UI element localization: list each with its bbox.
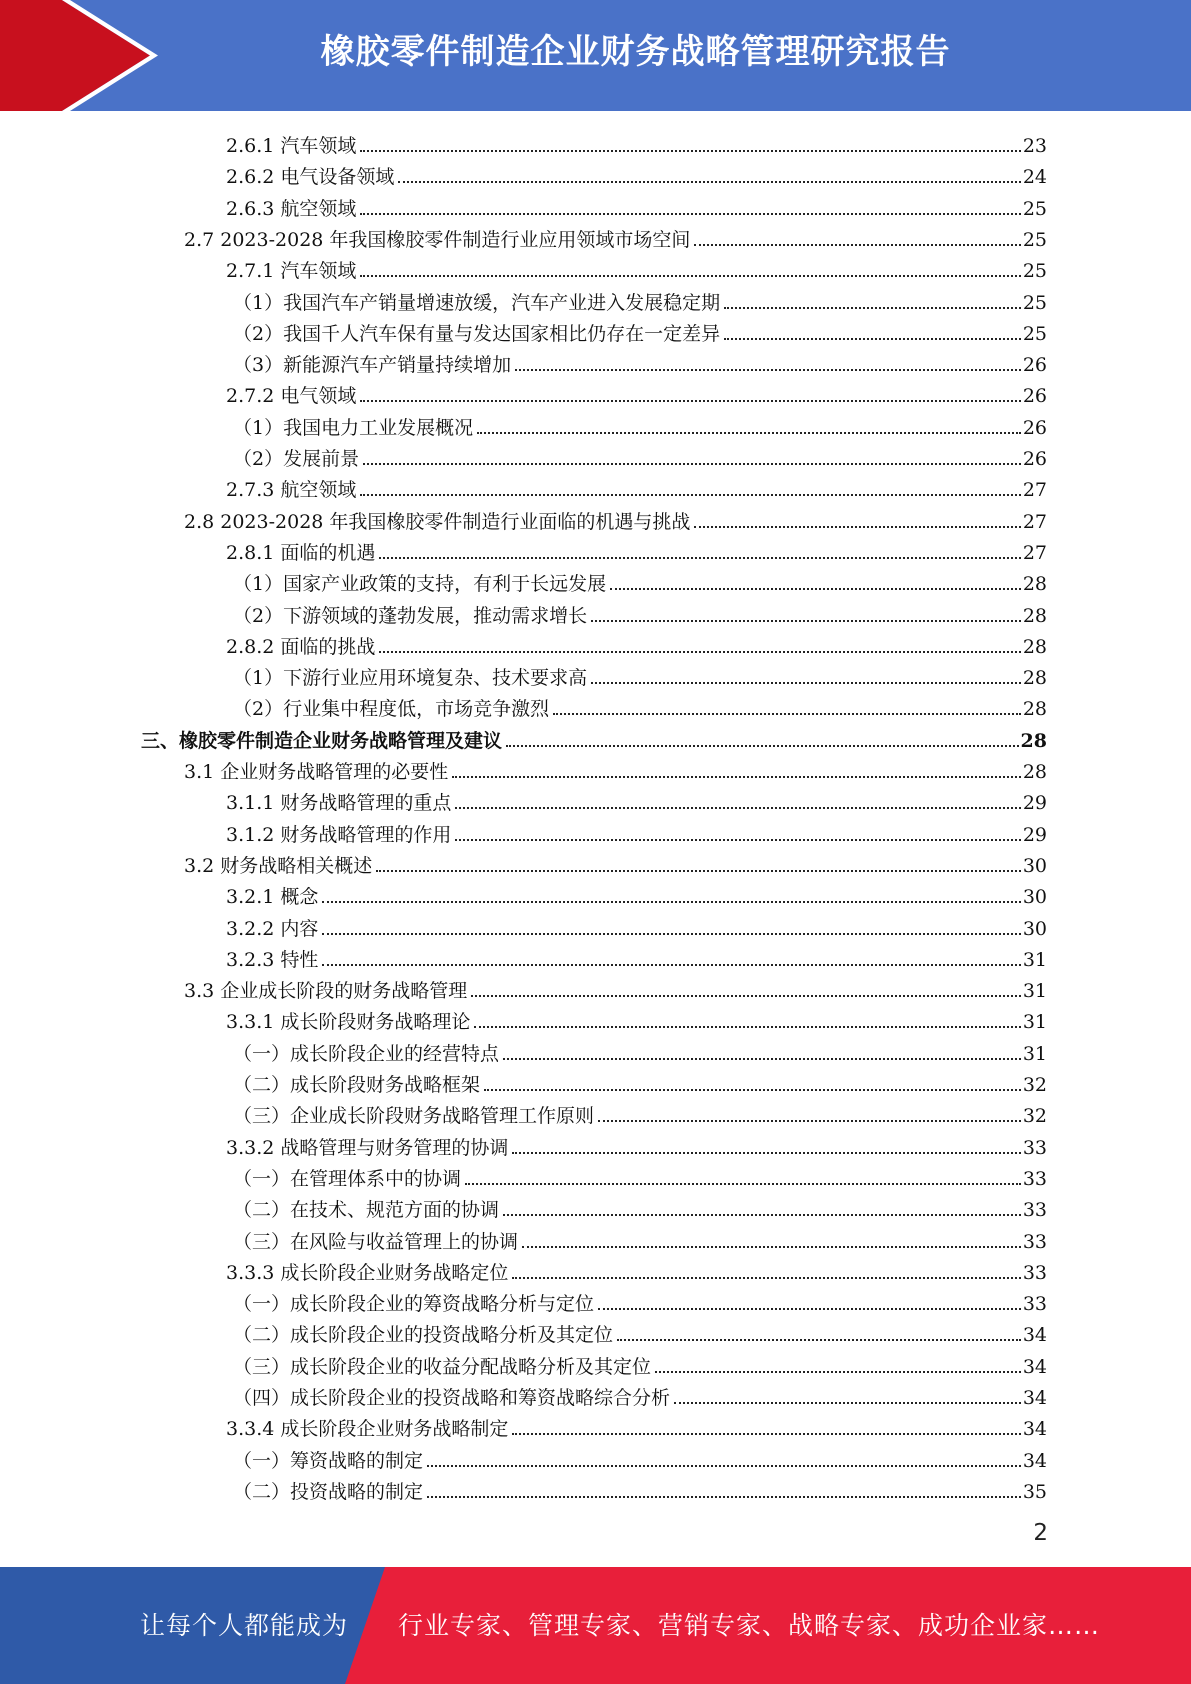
toc-entry-page: 29 xyxy=(1022,823,1047,846)
toc-dot-leader xyxy=(363,463,1021,465)
toc-entry[interactable] xyxy=(226,1254,1047,1285)
toc-entry-page: 28 xyxy=(1022,604,1047,627)
toc-dot-leader xyxy=(477,432,1021,434)
toc-entry-label: 2.7.1 汽车领域 xyxy=(226,260,357,283)
toc-entry-page: 31 xyxy=(1022,980,1047,1003)
toc-entry-label: 3.1 企业财务战略管理的必要性 xyxy=(184,761,449,783)
toc-dot-leader xyxy=(471,995,1021,997)
toc-entry-page: 30 xyxy=(1022,917,1047,940)
toc-entry[interactable] xyxy=(233,1160,1047,1191)
toc-dot-leader xyxy=(553,713,1021,715)
page-header xyxy=(0,0,1191,111)
toc-entry-page: 31 xyxy=(1022,1042,1047,1065)
toc-entry[interactable] xyxy=(233,1316,1047,1347)
toc-entry-label: 3.2.1 概念 xyxy=(226,886,319,909)
toc-dot-leader xyxy=(427,1496,1021,1498)
toc-dot-leader xyxy=(522,1246,1021,1248)
toc-entry-label: 3.3 企业成长阶段的财务战略管理 xyxy=(184,980,468,1003)
toc-entry-page: 31 xyxy=(1022,1011,1047,1034)
toc-entry-page: 34 xyxy=(1022,1387,1047,1409)
toc-entry[interactable] xyxy=(233,1223,1047,1254)
toc-entry-page: 25 xyxy=(1022,228,1047,251)
toc-entry-label: 3.1.2 财务战略管理的作用 xyxy=(226,823,452,846)
toc-entry-label: 2.6.2 电气设备领域 xyxy=(226,166,395,189)
report-title: 橡胶零件制造企业财务战略管理研究报告 xyxy=(320,32,951,72)
toc-entry-page: 32 xyxy=(1022,1074,1047,1096)
toc-entry-label: （1）我国电力工业发展概况 xyxy=(233,416,474,439)
toc-dot-leader xyxy=(591,620,1021,622)
toc-entry-page: 23 xyxy=(1022,135,1047,157)
toc-dot-leader xyxy=(674,1402,1021,1404)
toc-dot-leader xyxy=(322,933,1020,935)
toc-dot-leader xyxy=(465,1183,1021,1185)
toc-dot-leader xyxy=(427,1465,1021,1467)
toc-entry-page: 26 xyxy=(1022,354,1047,377)
toc-entry[interactable] xyxy=(233,284,1047,315)
toc-entry-label: （三）成长阶段企业的收益分配战略分析及其定位 xyxy=(233,1355,652,1378)
toc-entry-page: 25 xyxy=(1022,197,1047,220)
toc-entry-label: （三）在风险与收益管理上的协调 xyxy=(233,1230,519,1253)
toc-entry[interactable] xyxy=(226,252,1047,283)
toc-entry[interactable] xyxy=(226,471,1047,502)
toc-entry[interactable] xyxy=(226,941,1047,972)
toc-entry-page: 26 xyxy=(1022,448,1047,470)
toc-entry-label: 2.7 2023-2028 年我国橡胶零件制造行业应用领域市场空间 xyxy=(184,228,691,251)
toc-entry-label: （一）成长阶段企业的经营特点 xyxy=(233,1042,500,1065)
toc-entry-page: 28 xyxy=(1022,761,1047,783)
toc-entry[interactable] xyxy=(226,1003,1047,1034)
toc-entry[interactable] xyxy=(233,1191,1047,1222)
toc-entry-label: 2.8.2 面临的挑战 xyxy=(226,635,376,658)
toc-entry[interactable] xyxy=(233,1379,1047,1410)
toc-entry-label: 2.7.3 航空领域 xyxy=(226,479,357,502)
toc-entry[interactable] xyxy=(226,816,1047,847)
toc-entry[interactable] xyxy=(233,1066,1047,1097)
toc-dot-leader xyxy=(724,307,1021,309)
toc-entry[interactable] xyxy=(226,534,1047,565)
toc-entry[interactable] xyxy=(233,1348,1047,1379)
page-number: 2 xyxy=(1033,1520,1048,1546)
toc-entry[interactable] xyxy=(233,1035,1047,1066)
toc-entry-page: 33 xyxy=(1022,1167,1047,1190)
toc-entry-label: 3.3.1 成长阶段财务战略理论 xyxy=(226,1011,471,1034)
toc-entry[interactable] xyxy=(184,972,1047,1003)
toc-entry[interactable] xyxy=(184,847,1047,878)
toc-entry[interactable] xyxy=(226,1410,1047,1441)
toc-entry[interactable] xyxy=(233,1442,1047,1473)
toc-entry-page: 25 xyxy=(1022,322,1047,345)
toc-entry-label: 3.1.1 财务战略管理的重点 xyxy=(226,792,452,815)
toc-dot-leader xyxy=(484,1089,1021,1091)
toc-entry[interactable] xyxy=(233,565,1047,596)
toc-entry-page: 34 xyxy=(1022,1449,1047,1472)
toc-entry-page: 32 xyxy=(1022,1105,1047,1128)
toc-entry-page: 27 xyxy=(1022,510,1047,533)
toc-entry-page: 29 xyxy=(1022,792,1047,815)
toc-dot-leader xyxy=(506,745,1019,747)
toc-dot-leader xyxy=(598,1120,1021,1122)
toc-entry-label: （二）成长阶段企业的投资战略分析及其定位 xyxy=(233,1324,614,1347)
toc-entry-label: 3.2.3 特性 xyxy=(226,948,319,971)
toc-dot-leader xyxy=(724,338,1021,340)
toc-dot-leader xyxy=(591,682,1021,684)
toc-entry[interactable] xyxy=(226,784,1047,815)
toc-dot-leader xyxy=(360,275,1020,277)
toc-dot-leader xyxy=(376,870,1021,872)
toc-entry[interactable] xyxy=(233,346,1047,377)
toc-entry-page: 27 xyxy=(1022,541,1047,564)
toc-entry-page: 28 xyxy=(1022,635,1047,658)
toc-entry[interactable] xyxy=(226,628,1047,659)
toc-entry-label: （2）行业集中程度低，市场竞争激烈 xyxy=(233,698,550,721)
toc-dot-leader xyxy=(512,1433,1020,1435)
toc-dot-leader xyxy=(360,150,1020,152)
toc-entry[interactable] xyxy=(226,127,1047,158)
toc-entry-label: （三）企业成长阶段财务战略管理工作原则 xyxy=(233,1105,595,1128)
toc-dot-leader xyxy=(512,1152,1020,1154)
toc-entry-label: （2）我国千人汽车保有量与发达国家相比仍存在一定差异 xyxy=(233,322,721,345)
toc-entry-label: （1）我国汽车产销量增速放缓，汽车产业进入发展稳定期 xyxy=(233,291,721,314)
toc-entry[interactable] xyxy=(226,878,1047,909)
toc-entry[interactable] xyxy=(226,910,1047,941)
toc-entry[interactable] xyxy=(233,315,1047,346)
toc-entry-page: 30 xyxy=(1022,886,1047,909)
page-footer xyxy=(0,1567,1191,1684)
toc-dot-leader xyxy=(512,1277,1020,1279)
chevron-arrow-icon xyxy=(0,0,160,111)
toc-dot-leader xyxy=(598,1308,1021,1310)
toc-entry-label: 2.6.3 航空领域 xyxy=(226,197,357,220)
toc-entry-page: 26 xyxy=(1022,416,1047,439)
toc-entry-label: （2）发展前景 xyxy=(233,448,360,470)
toc-entry-page: 28 xyxy=(1020,729,1047,752)
toc-entry[interactable] xyxy=(233,1097,1047,1128)
toc-entry-page: 28 xyxy=(1022,573,1047,596)
footer-slogan-right: 行业专家、管理专家、营销专家、战略专家、成功企业家…… xyxy=(398,1611,1101,1640)
toc-entry[interactable] xyxy=(233,597,1047,628)
toc-dot-leader xyxy=(322,901,1020,903)
toc-dot-leader xyxy=(360,494,1020,496)
toc-entry[interactable] xyxy=(184,221,1047,252)
toc-entry-page: 30 xyxy=(1022,854,1047,877)
toc-entry-page: 24 xyxy=(1022,166,1047,189)
toc-entry-label: （二）在技术、规范方面的协调 xyxy=(233,1199,500,1222)
toc-entry[interactable] xyxy=(233,1285,1047,1316)
toc-entry-page: 33 xyxy=(1022,1261,1047,1284)
footer-slogan-left: 让每个人都能成为 xyxy=(140,1611,349,1640)
toc-dot-leader xyxy=(610,588,1021,590)
toc-entry-label: 2.8.1 面临的机遇 xyxy=(226,541,376,564)
toc-entry[interactable] xyxy=(141,722,1047,753)
toc-entry[interactable] xyxy=(233,409,1047,440)
toc-entry-label: 3.3.2 战略管理与财务管理的协调 xyxy=(226,1136,509,1159)
toc-entry[interactable] xyxy=(233,659,1047,690)
toc-dot-leader xyxy=(694,244,1020,246)
toc-entry-page: 28 xyxy=(1022,667,1047,690)
toc-dot-leader xyxy=(617,1339,1021,1341)
toc-entry[interactable] xyxy=(226,190,1047,221)
toc-entry-page: 33 xyxy=(1022,1199,1047,1222)
toc-entry-label: 3.2 财务战略相关概述 xyxy=(184,854,373,877)
toc-entry-label: （3）新能源汽车产销量持续增加 xyxy=(233,354,512,377)
toc-dot-leader xyxy=(322,964,1020,966)
toc-entry-page: 25 xyxy=(1022,260,1047,283)
toc-entry-label: 三、橡胶零件制造企业财务战略管理及建议 xyxy=(141,729,503,752)
toc-entry[interactable] xyxy=(226,158,1047,189)
toc-entry-page: 35 xyxy=(1022,1480,1047,1503)
toc-dot-leader xyxy=(503,1058,1021,1060)
toc-dot-leader xyxy=(515,369,1021,371)
toc-entry-page: 27 xyxy=(1022,479,1047,502)
toc-entry[interactable] xyxy=(233,690,1047,721)
toc-entry[interactable] xyxy=(226,1129,1047,1160)
toc-entry-label: （一）在管理体系中的协调 xyxy=(233,1167,462,1190)
toc-entry-label: （二）成长阶段财务战略框架 xyxy=(233,1074,481,1096)
toc-entry-page: 33 xyxy=(1022,1293,1047,1316)
toc-entry-page: 33 xyxy=(1022,1230,1047,1253)
toc-entry-label: （1）下游行业应用环境复杂、技术要求高 xyxy=(233,667,588,690)
toc-entry-page: 34 xyxy=(1022,1418,1047,1441)
toc-entry-page: 34 xyxy=(1022,1355,1047,1378)
toc-dot-leader xyxy=(398,181,1020,183)
toc-entry-page: 31 xyxy=(1022,948,1047,971)
toc-entry-label: 3.3.4 成长阶段企业财务战略制定 xyxy=(226,1418,509,1441)
toc-entry[interactable] xyxy=(233,440,1047,471)
toc-dot-leader xyxy=(474,1026,1020,1028)
toc-entry-label: （四）成长阶段企业的投资战略和筹资战略综合分析 xyxy=(233,1387,671,1409)
toc-entry-page: 33 xyxy=(1022,1136,1047,1159)
toc-entry-label: 3.3.3 成长阶段企业财务战略定位 xyxy=(226,1261,509,1284)
toc-dot-leader xyxy=(455,839,1020,841)
toc-entry[interactable] xyxy=(184,753,1047,784)
toc-entry-label: （二）投资战略的制定 xyxy=(233,1480,424,1503)
toc-dot-leader xyxy=(455,807,1020,809)
toc-entry-label: （2）下游领域的蓬勃发展，推动需求增长 xyxy=(233,604,588,627)
toc-entry-page: 28 xyxy=(1022,698,1047,721)
toc-entry-page: 26 xyxy=(1022,385,1047,408)
toc-dot-leader xyxy=(503,1214,1021,1216)
toc-entry-label: 3.2.2 内容 xyxy=(226,917,319,940)
toc-entry-page: 25 xyxy=(1022,291,1047,314)
toc-entry[interactable] xyxy=(233,1473,1047,1504)
toc-dot-leader xyxy=(655,1371,1021,1373)
toc-entry-label: （1）国家产业政策的支持，有利于长远发展 xyxy=(233,573,607,596)
toc-entry-label: 2.6.1 汽车领域 xyxy=(226,135,357,157)
toc-dot-leader xyxy=(452,776,1021,778)
toc-entry-label: （一）成长阶段企业的筹资战略分析与定位 xyxy=(233,1293,595,1316)
toc-entry[interactable] xyxy=(226,377,1047,408)
toc-dot-leader xyxy=(360,400,1020,402)
toc-dot-leader xyxy=(379,651,1020,653)
toc-entry-label: （一）筹资战略的制定 xyxy=(233,1449,424,1472)
toc-entry-label: 2.7.2 电气领域 xyxy=(226,385,357,408)
toc-entry-page: 34 xyxy=(1022,1324,1047,1347)
toc-dot-leader xyxy=(379,557,1020,559)
toc-entry[interactable] xyxy=(184,503,1047,534)
toc-entry-label: 2.8 2023-2028 年我国橡胶零件制造行业面临的机遇与挑战 xyxy=(184,510,691,533)
toc-dot-leader xyxy=(694,526,1020,528)
toc-dot-leader xyxy=(360,213,1020,215)
